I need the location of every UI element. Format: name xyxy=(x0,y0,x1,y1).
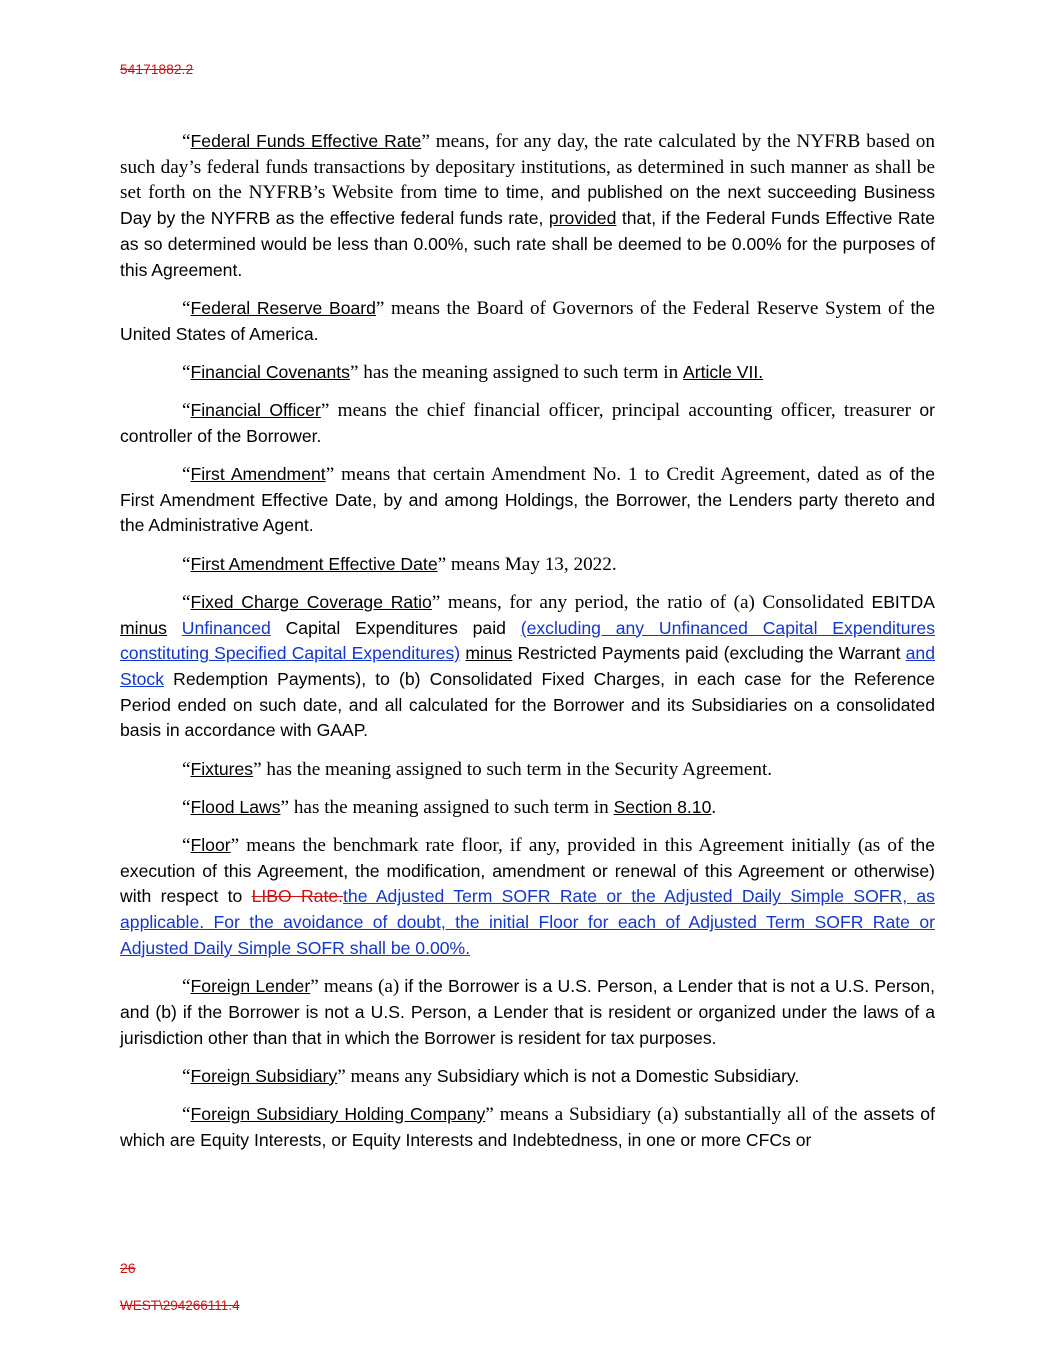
definition-text: ” means the benchmark rate floor, if any, provided in this Agreement initially (as of xyxy=(230,835,911,857)
definition-text-sans-3: Restricted Payments paid (excluding the Warrant xyxy=(512,643,906,664)
definition-text-sans-2: Capital Expenditures paid xyxy=(270,617,521,638)
definition-text-sans: the United States of America. xyxy=(120,297,935,344)
definition-text: ” has the meaning assigned to such term in xyxy=(280,796,614,818)
document-footer-id: WEST\294266111.4 xyxy=(120,1298,240,1313)
definition-text-sans: of the First Amendment Effective Date, by and among Holdings, the Borrower, the Lenders party thereto and the Administrative Agent. xyxy=(120,463,935,536)
insertion-initial-floor-sentence: For the avoidance of doubt, the initial Floor for each of Adjusted Term SOFR Rate or Adjusted Daily Simple SOFR shall be 0.00%. xyxy=(120,912,935,958)
definition-floor xyxy=(120,833,935,962)
definition-foreign-subsidiary-holding-company xyxy=(120,1102,935,1153)
defined-term: Financial Covenants xyxy=(190,361,350,382)
quote-open: “ xyxy=(182,463,191,485)
defined-term: Fixtures xyxy=(190,758,254,779)
deletion-libo-rate: LIBO Rate. xyxy=(251,886,344,907)
cross-reference-section-8-10: Section 8.10 xyxy=(613,796,712,817)
document-header-id: 54171882.2 xyxy=(120,62,194,77)
definition-text-2: . xyxy=(711,796,717,818)
definition-text-sans: assets of which are Equity Interests, or Equity Interests and Indebtedness, in one or more CFCs or xyxy=(120,1104,935,1150)
definition-financial-covenants xyxy=(120,360,935,386)
definition-text: ” means, for any period, the ratio of (a) Consolidated xyxy=(431,591,872,613)
definition-fixtures xyxy=(120,757,935,783)
defined-term: Foreign Lender xyxy=(190,976,311,997)
defined-term: Fixed Charge Coverage Ratio xyxy=(190,591,432,612)
definition-text-sans: time to time, and published on the next succeeding Business Day by the NYFRB as the effective federal funds rate, xyxy=(120,182,936,229)
defined-term: Floor xyxy=(190,835,231,856)
definition-text-sans-2: that, if the Federal Funds Effective Rate as so determined would be less than 0.00%, such rate shall be deemed to be 0.00% for the purposes of this Agreement. xyxy=(120,208,935,280)
definition-text: ” means any xyxy=(337,1065,437,1087)
definition-text: ” means, for any day, the rate calculated by the NYFRB based on such day’s federal funds transactions by depositary institutions, as determined in such manner as shall be set forth on the NYFRB’s Website from xyxy=(120,131,935,204)
definition-flood-laws xyxy=(120,795,935,821)
definition-text-sans: if the Borrower is a U.S. Person, a Lender that is not a U.S. Person, and (b) if the Borrower is not a U.S. Person, a Lender that is resident or organized under the laws of a jurisdiction other than that in which the Borrower is resident for tax purposes. xyxy=(120,976,935,1048)
definition-text: ” has the meaning assigned to such term in the Security Agreement. xyxy=(253,758,773,780)
quote-open: “ xyxy=(182,361,191,383)
quote-open: “ xyxy=(182,796,191,818)
defined-term: First Amendment Effective Date xyxy=(190,553,438,574)
quote-open: “ xyxy=(182,591,191,613)
emphasis-minus-1: minus xyxy=(120,617,167,638)
defined-term: Foreign Subsidiary Holding Company xyxy=(190,1104,486,1124)
definition-text: ” has the meaning assigned to such term in xyxy=(349,361,683,383)
definition-fixed-charge-coverage-ratio xyxy=(120,590,935,744)
defined-term: Federal Reserve Board xyxy=(190,297,376,318)
defined-term: Foreign Subsidiary xyxy=(190,1065,338,1086)
definition-text-sans-4: Redemption Payments), to (b) Consolidated Fixed Charges, in each case for the Reference Period ended on such date, and all calculated for the Borrower and its Subsidiaries on a consolidated basis in accordance with GAAP. xyxy=(120,668,935,741)
definition-foreign-subsidiary xyxy=(120,1064,935,1090)
insertion-adjusted-term-sofr: the Adjusted Term SOFR Rate or the Adjusted Daily Simple SOFR, as applicable. xyxy=(120,886,935,933)
quote-open: “ xyxy=(182,758,191,780)
quote-open: “ xyxy=(182,1065,191,1087)
defined-term: Financial Officer xyxy=(190,399,321,420)
definition-federal-reserve-board xyxy=(120,296,935,347)
quote-open: “ xyxy=(182,399,191,421)
quote-open: “ xyxy=(182,835,191,857)
quote-open: “ xyxy=(182,553,191,575)
definition-text-sans: EBITDA xyxy=(871,591,935,612)
emphasis-provided: provided xyxy=(548,208,617,229)
defined-term: First Amendment xyxy=(190,463,326,484)
definition-text-sans: or controller of the Borrower. xyxy=(120,399,935,446)
definition-first-amendment-effective-date xyxy=(120,552,935,578)
quote-open: “ xyxy=(182,976,191,998)
quote-open: “ xyxy=(182,297,191,319)
definition-text: ” means that certain Amendment No. 1 to Credit Agreement, dated as xyxy=(325,463,889,485)
insertion-excluding-specified-capex: (excluding any Unfinanced Capital Expenditures constituting Specified Capital Expenditures) xyxy=(120,617,935,664)
definition-text: ” means May 13, 2022. xyxy=(437,553,617,575)
definition-financial-officer xyxy=(120,398,935,449)
page-number: 26 xyxy=(120,1260,136,1276)
quote-open: “ xyxy=(182,131,191,152)
emphasis-minus-2: minus xyxy=(465,643,513,664)
insertion-unfinanced: Unfinanced xyxy=(181,617,271,638)
definition-text: ” means (a) xyxy=(310,976,405,998)
definition-text-sans: Subsidiary which is not a Domestic Subsidiary. xyxy=(436,1065,800,1086)
definition-text: ” means a Subsidiary (a) substantially all of the xyxy=(485,1104,864,1125)
cross-reference-article-vii: Article VII. xyxy=(683,361,764,382)
definition-text-sans: the execution of this Agreement, the modification, amendment or renewal of this Agreement or otherwise) with respect to xyxy=(120,835,935,907)
definition-federal-funds-effective-rate xyxy=(120,129,935,283)
defined-term: Federal Funds Effective Rate xyxy=(190,131,422,151)
page-footer xyxy=(120,1260,935,1313)
defined-term: Flood Laws xyxy=(190,796,281,817)
definition-foreign-lender xyxy=(120,974,935,1051)
definition-first-amendment xyxy=(120,462,935,539)
definition-text: ” means the chief financial officer, principal accounting officer, treasurer xyxy=(320,399,920,421)
quote-open: “ xyxy=(182,1104,191,1125)
insertion-and-stock: and Stock xyxy=(120,643,935,689)
definition-text: ” means the Board of Governors of the Federal Reserve System of xyxy=(375,297,911,319)
